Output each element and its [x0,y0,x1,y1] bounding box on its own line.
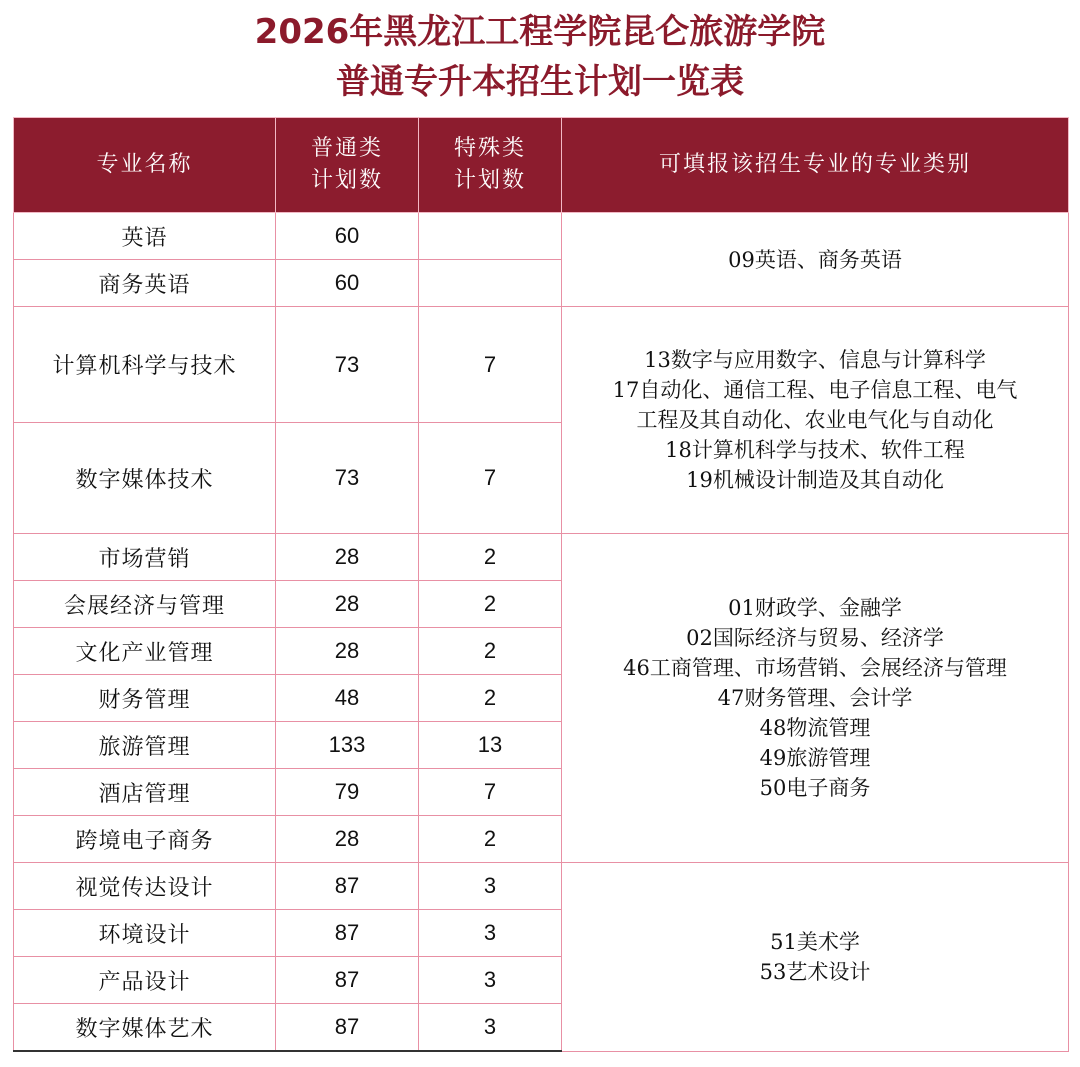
major-name: 财务管理 [14,675,276,722]
category-line: 49旅游管理 [759,746,871,770]
regular-plan: 28 [276,816,419,863]
table-row [14,307,1069,423]
regular-plan: 73 [276,423,419,534]
category-line: 47财务管理、会计学 [717,686,913,710]
major-name: 视觉传达设计 [14,863,276,910]
special-plan: 7 [419,423,562,534]
special-plan: 2 [419,675,562,722]
major-name: 商务英语 [14,260,276,307]
regular-plan: 60 [276,213,419,260]
header-regular-plan: 普通类 计划数 [276,118,419,213]
regular-plan: 133 [276,722,419,769]
page-title-line-1: 2026年黑龙江工程学院昆仑旅游学院 [254,12,826,52]
regular-plan: 48 [276,675,419,722]
category-line: 46工商管理、市场营销、会展经济与管理 [623,656,1007,680]
category-line: 51美术学 [770,929,860,954]
major-name: 英语 [14,213,276,260]
category-group-4 [562,863,1069,1052]
major-name: 会展经济与管理 [14,581,276,628]
regular-plan: 60 [276,260,419,307]
regular-plan: 28 [276,628,419,675]
category-line: 48物流管理 [759,716,871,740]
category-line: 18计算机科学与技术、软件工程 [665,438,965,462]
page-title-line-2: 普通专升本招生计划一览表 [336,62,744,102]
table-row [14,863,1069,910]
major-name: 计算机科学与技术 [14,307,276,423]
category-line: 02国际经济与贸易、经济学 [686,626,944,650]
category-line: 01财政学、金融学 [728,596,902,620]
major-name: 产品设计 [14,957,276,1004]
major-name: 市场营销 [14,534,276,581]
regular-plan: 79 [276,769,419,816]
category-line: 13数字与应用数字、信息与计算科学 [644,348,986,372]
major-name: 酒店管理 [14,769,276,816]
special-plan: 3 [419,1004,562,1052]
special-plan: 2 [419,628,562,675]
special-plan: 2 [419,581,562,628]
header-special-plan: 特殊类 计划数 [419,118,562,213]
category-group-2 [562,307,1069,534]
special-plan: 3 [419,863,562,910]
major-name: 环境设计 [14,910,276,957]
regular-plan: 28 [276,534,419,581]
category-group-3 [562,534,1069,863]
regular-plan: 87 [276,1004,419,1052]
regular-plan: 28 [276,581,419,628]
major-name: 跨境电子商务 [14,816,276,863]
regular-plan: 73 [276,307,419,423]
table-header-row [14,118,1069,213]
special-plan: 7 [419,307,562,423]
category-line: 53艺术设计 [759,959,871,984]
major-name: 数字媒体艺术 [14,1004,276,1052]
major-name: 文化产业管理 [14,628,276,675]
category-line: 17自动化、通信工程、电子信息工程、电气 [612,378,1018,402]
special-plan [419,213,562,260]
category-line: 09英语、商务英语 [728,247,902,272]
major-name: 数字媒体技术 [14,423,276,534]
category-line: 19机械设计制造及其自动化 [686,468,944,492]
header-major: 专业名称 [14,118,276,213]
category-line: 工程及其自动化、农业电气化与自动化 [636,408,994,432]
special-plan [419,260,562,307]
category-group-1 [562,213,1069,307]
special-plan: 13 [419,722,562,769]
regular-plan: 87 [276,957,419,1004]
special-plan: 2 [419,534,562,581]
table-row [14,213,1069,260]
enrollment-plan-table [13,117,1069,1052]
category-line: 50电子商务 [759,776,871,800]
header-categories: 可填报该招生专业的专业类别 [562,118,1069,213]
regular-plan: 87 [276,863,419,910]
special-plan: 7 [419,769,562,816]
special-plan: 2 [419,816,562,863]
special-plan: 3 [419,957,562,1004]
regular-plan: 87 [276,910,419,957]
special-plan: 3 [419,910,562,957]
table-row [14,534,1069,581]
major-name: 旅游管理 [14,722,276,769]
